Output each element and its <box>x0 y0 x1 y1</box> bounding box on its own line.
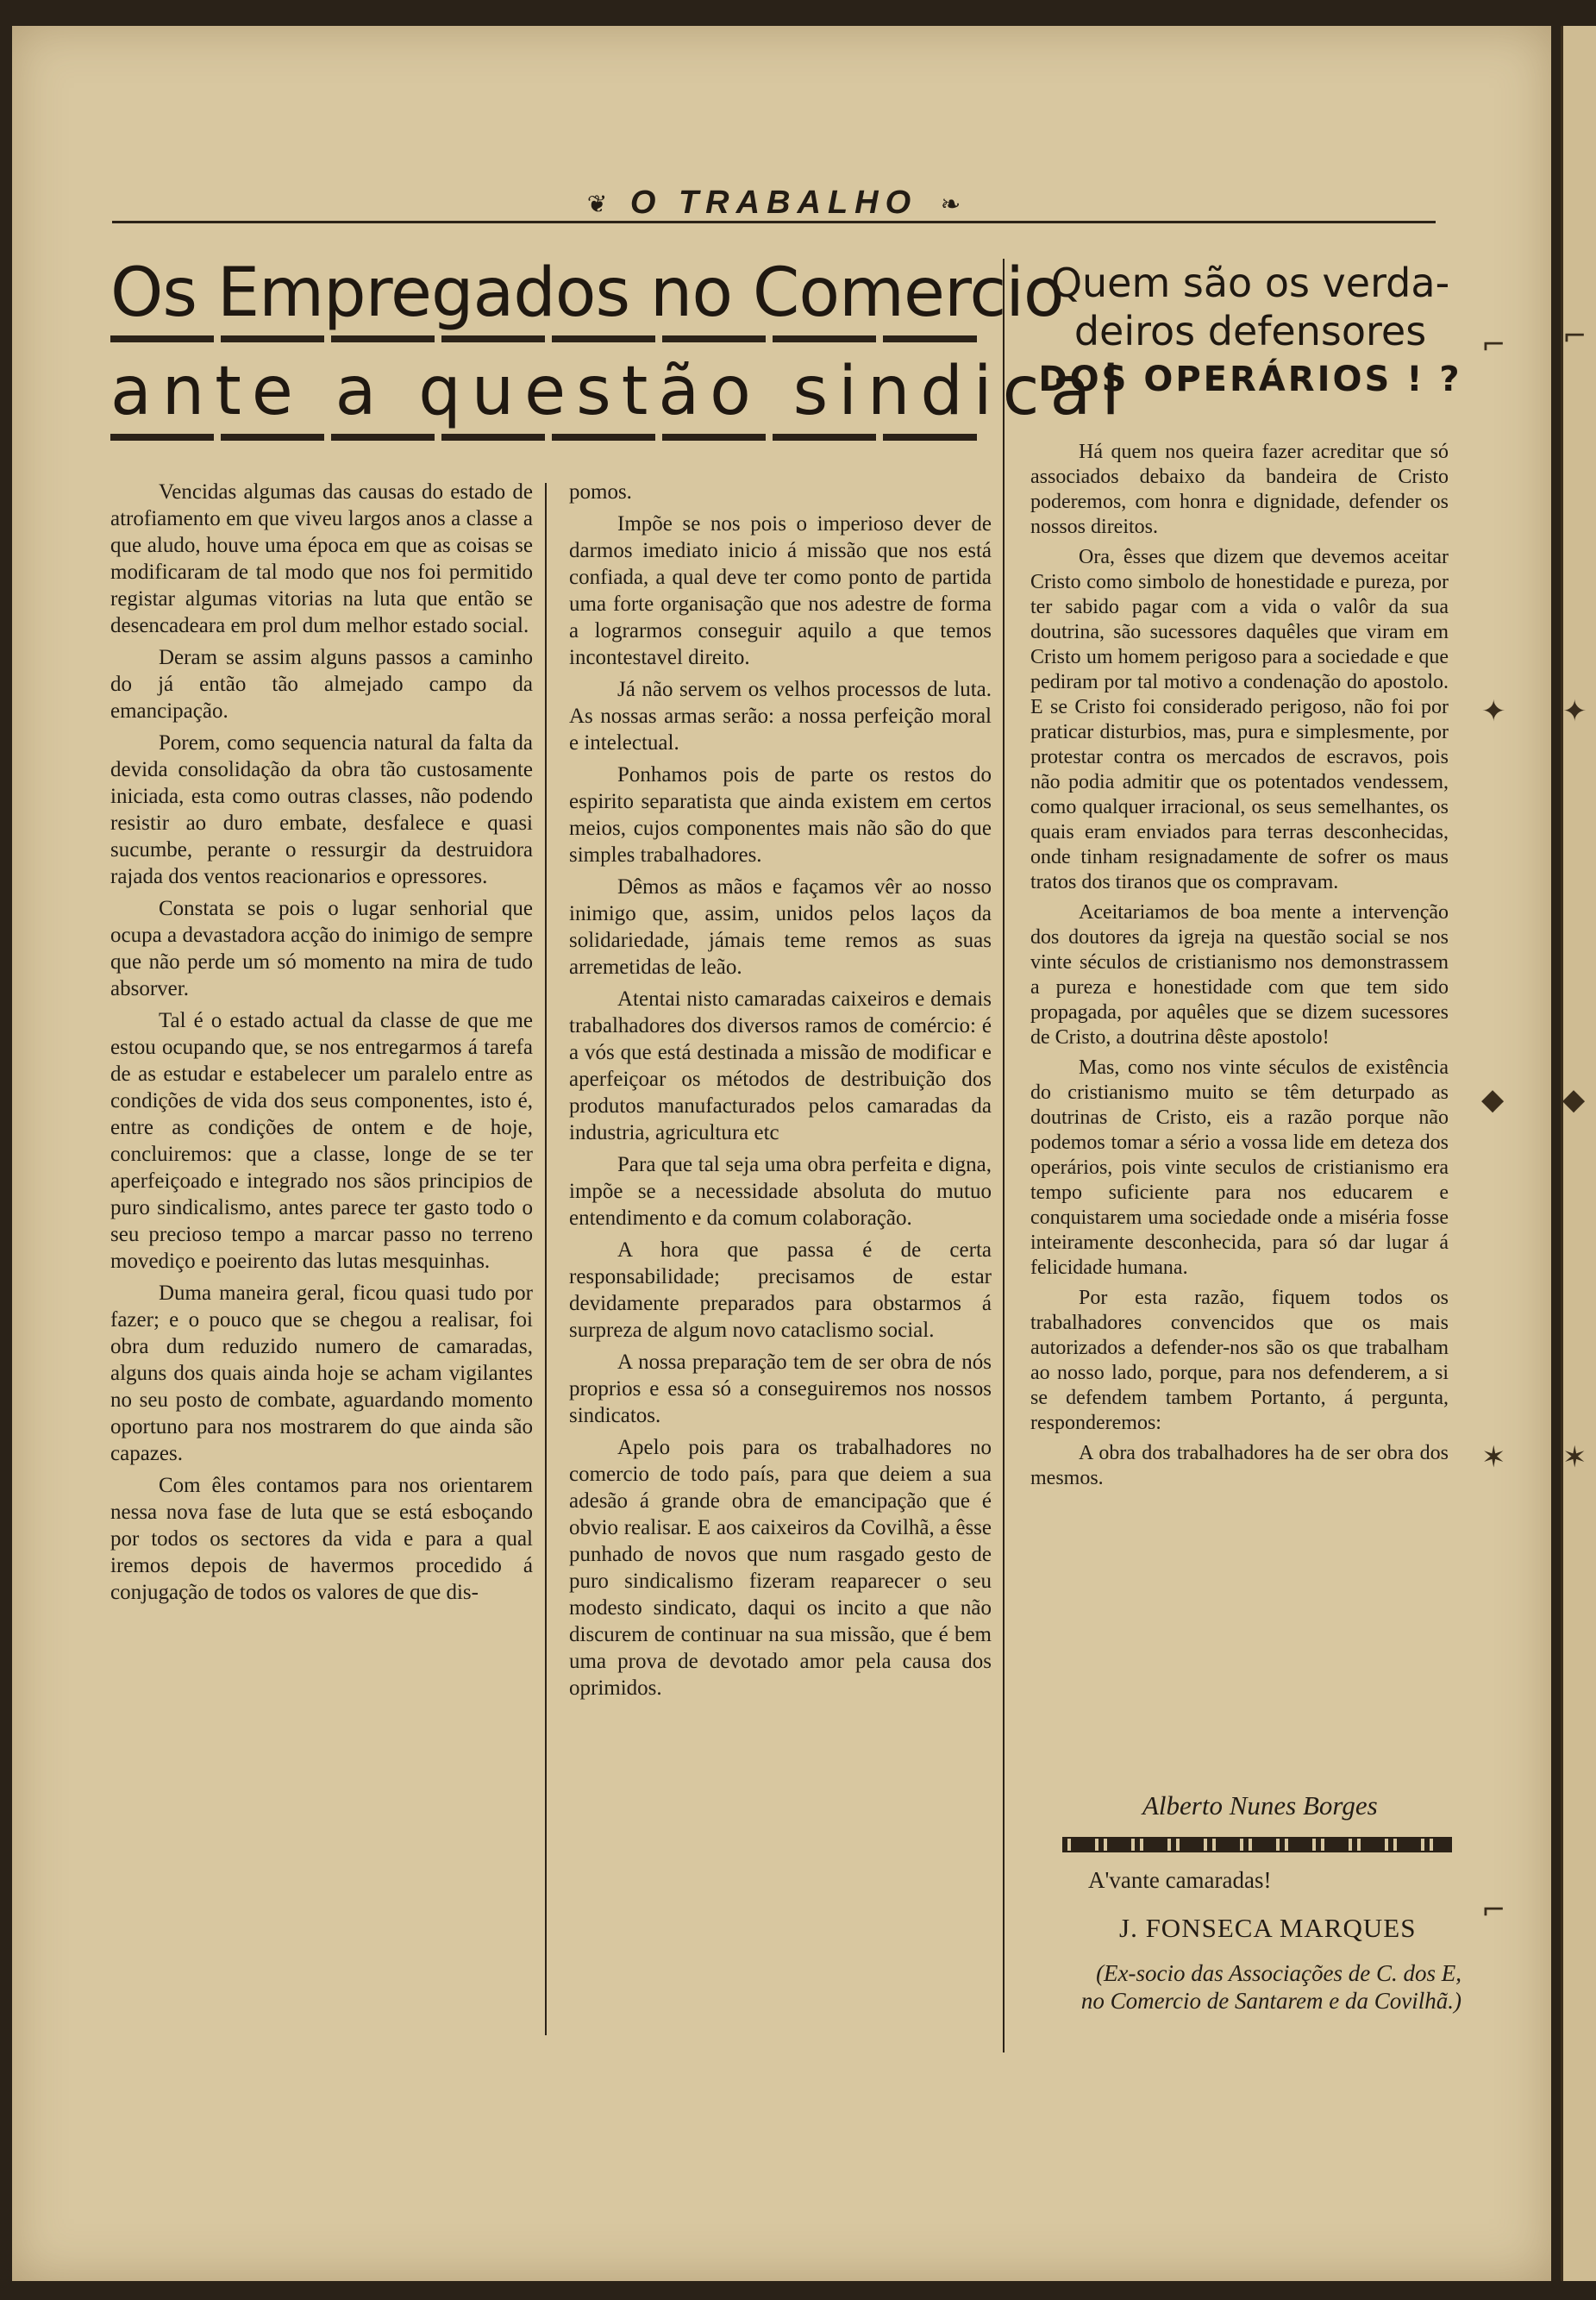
paragraph: Para que tal seja uma obra perfeita e digna, impõe se a necessidade absoluta do mutuo entendimento e da comum colaboração. <box>569 1153 992 1230</box>
column-divider <box>545 483 547 2035</box>
article1-author: J. FONSECA MARQUES <box>1119 1913 1417 1943</box>
edge-fold-mark: ◆ <box>1562 1082 1586 1117</box>
edge-fold-mark: ⌐ <box>1562 319 1587 354</box>
paragraph: Já não servem os velhos processos de luta. As nossas armas serão: a nossa perfeição moral e intelectual. <box>569 678 992 755</box>
article1-headline <box>110 254 1130 451</box>
paragraph: Vencidas algumas das causas do estado de atrofiamento em que viveu largos anos a classe a que aludo, houve uma época em que as coisas se modificaram de tal modo que nos foi permitido registar algumas vitorias na luta que então se desencadeara em prol dum melhor estado social. <box>110 480 533 637</box>
masthead-title <box>112 185 1436 222</box>
article1-column-1 <box>110 479 533 1611</box>
decorative-divider <box>1062 1837 1452 1852</box>
article1-column-2 <box>569 479 992 1707</box>
article2-column <box>1030 440 1449 1496</box>
headline-line-1: Quem são os verda- <box>1050 260 1450 306</box>
headline-line-2: deiros defensores <box>1073 308 1427 354</box>
paragraph: A hora que passa é de certa responsabilidade; precisamos de estar devidamente preparados para obstarmos á surpreza de algum novo cataclismo social. <box>569 1238 992 1342</box>
headline-line-1: Os Empregados no Comercio <box>110 254 1064 332</box>
edge-fold-mark: ✦ <box>1562 694 1587 729</box>
headline-line-3: DOS OPERÁRIOS ! ? <box>1038 360 1462 399</box>
paragraph: Apelo pois para os trabalhadores no comercio de todo país, para que deiem a sua adesão á grande obra de emancipação que é obvio realisar. E aos caixeiros da Covilhã, a êsse punhado de novos que num rasgado gesto de puro sindicalismo fizeram reaparecer o seu modesto sindicato, daqui os incito a que não discurem de continuar na sua missão, que é bem uma prova de devotado amor pela causa dos oprimidos. <box>569 1436 992 1700</box>
paragraph: Aceitariamos de boa mente a intervenção dos doutores da igreja na questão social se nos vinte séculos de cristianismo nos demonstrassem a pureza e honestidade com que tem sido propagada, por aquêles que se dizem sucessores de Cristo, a doutrina dêste apostolo! <box>1030 901 1449 1049</box>
paragraph: Atentai nisto camaradas caixeiros e demais trabalhadores dos diversos ramos de comércio: é a vós que está destinada a missão de modificar e aperfeiçoar os métodos de destribuição dos produtos manufacturados pelos camaradas da industria, agricultura etc <box>569 987 992 1144</box>
masthead <box>112 179 1436 231</box>
column-divider <box>1003 259 1005 2052</box>
newspaper-name: O TRABALHO <box>623 185 924 221</box>
paragraph: Tal é o estado actual da classe de que me estou ocupando que, se nos entregarmos á tarefa de as estudar e estabelecer um paralelo entre as condições de vida dos seus componentes, isto é, entre as condições de ontem e de hoje, concluiremos: que a classe, longe de se ter aperfeiçoado e integrado nos sãos principios de puro sindicalismo, antes parece ter gasto todo o seu precioso tempo a marcar passo no terreno movediço e poeirento das lutas mesquinhas. <box>110 1009 533 1273</box>
closing-line: A'vante camaradas! <box>1088 1867 1272 1893</box>
edge-fold-mark: ⌐ <box>1481 1893 1506 1927</box>
ornament-right-icon: ❧ <box>940 191 961 218</box>
paragraph: Ponhamos pois de parte os restos do espirito separatista que ainda existem em certos meios, cujos componentes mais não são do que simples trabalhadores. <box>569 763 992 867</box>
edge-fold-mark: ✶ <box>1562 1440 1587 1475</box>
article2-signature: Alberto Nunes Borges <box>1142 1790 1378 1821</box>
ornament-left-icon: ❦ <box>586 191 608 218</box>
headline-rule <box>110 335 977 342</box>
paragraph: Há quem nos queira fazer acreditar que só associados debaixo da bandeira de Cristo poderemos, com honra e dignidade, defender os nossos direitos. <box>1030 441 1449 538</box>
paragraph: Porem, como sequencia natural da falta da devida consolidação da obra tão custosamente iniciada, esta como outras classes, não podendo resistir ao duro embate, desfalece e quasi sucumbe, perante o ressurgir da destruidora rajada dos ventos reacionarios e opressores. <box>110 731 533 888</box>
edge-fold-mark: ✦ <box>1481 694 1506 729</box>
paragraph: Com êles contamos para nos orientarem nessa nova fase de luta que se está esboçando por todos os sectores da vida e para a qual iremos depois de havermos procedido á conjugação de todos os valores de que dis- <box>110 1474 533 1604</box>
paragraph: Ora, êsses que dizem que devemos aceitar Cristo como simbolo de honestidade e pureza, por ter sabido pagar com a vida o valôr da sua doutrina, são sucessores daquêles que viram em Cristo um homem perigoso para a sociedade e que pediram por tal motivo a condenação do apostolo. E se Cristo foi considerado perigoso, não foi por praticar disturbios, mas, pura e simplesmente, por protestar contra os mercados de escravos, pois não podia admitir que os potentados vendessem, como qualquer irracional, os seus semelhantes, os quais eram enviados para terras desconhecidas, onde tinham resignadamente de sofrer os maus tratos dos tiranos que os compravam. <box>1030 546 1449 893</box>
headline-rule <box>110 434 977 441</box>
edge-fold-mark: ◆ <box>1481 1082 1505 1117</box>
paragraph: Deram se assim alguns passos a caminho do já então tão almejado campo da emancipação. <box>110 646 533 723</box>
paragraph: pomos. <box>569 480 632 504</box>
adjacent-page-edge <box>1561 26 1596 2281</box>
paragraph: Por esta razão, fiquem todos os trabalhadores convencidos que os mais autorizados a defender-nos são os que trabalham ao nosso lado, porque, para nos defenderem, a si se defendem tambem Portanto, á pergunta, responderemos: <box>1030 1287 1449 1434</box>
edge-fold-mark: ✶ <box>1481 1440 1506 1475</box>
paragraph: Mas, como nos vinte séculos de existência do cristianismo muito se têm deturpado as doutrinas de Cristo, eis a razão porque não podemos tomar a sério a vossa lide em deteza dos operários, pois vinte seculos de cristianismo era tempo suficiente para nos educarem e conquistarem uma sociedade onde a miséria fosse inteiramente desconhecida, para só dar lugar á felicidade humana. <box>1030 1056 1449 1279</box>
paragraph: Constata se pois o lugar senhorial que ocupa a devastadora acção do inimigo de sempre que não perde um só momento na mira de tudo absorver. <box>110 897 533 1000</box>
article1-author-note: (Ex-socio das Associações de C. dos E, no Comercio de Santarem e da Covilhã.) <box>1080 1960 1461 2014</box>
headline-line-2: ante a questão sindical <box>110 353 1130 430</box>
paragraph: A nossa preparação tem de ser obra de nós proprios e essa só a conseguiremos nos nossos sindicatos. <box>569 1351 992 1427</box>
edge-fold-mark: ⌐ <box>1481 328 1506 362</box>
paragraph: Duma maneira geral, ficou quasi tudo por fazer; e o pouco que se chegou a realisar, foi obra dum reduzido numero de camaradas, alguns dos quais ainda hoje se acham vigilantes no seu posto de combate, aguardando momento oportuno para nos mostrarem do que ainda são capazes. <box>110 1282 533 1465</box>
paragraph: Impõe se nos pois o imperioso dever de darmos imediato inicio á missão que nos está confiada, a qual deve ter como ponto de partida uma forte organisação que nos adestre de forma a lograrmos conseguir aquilo a que temos incontestavel direito. <box>569 512 992 669</box>
paragraph: Dêmos as mãos e façamos vêr ao nosso inimigo que, assim, unidos pelos laços da solidariedade, jámais teme remos as suas arremetidas de leão. <box>569 875 992 979</box>
article2-headline <box>1026 259 1474 404</box>
paragraph: A obra dos trabalhadores ha de ser obra dos mesmos. <box>1030 1442 1449 1489</box>
